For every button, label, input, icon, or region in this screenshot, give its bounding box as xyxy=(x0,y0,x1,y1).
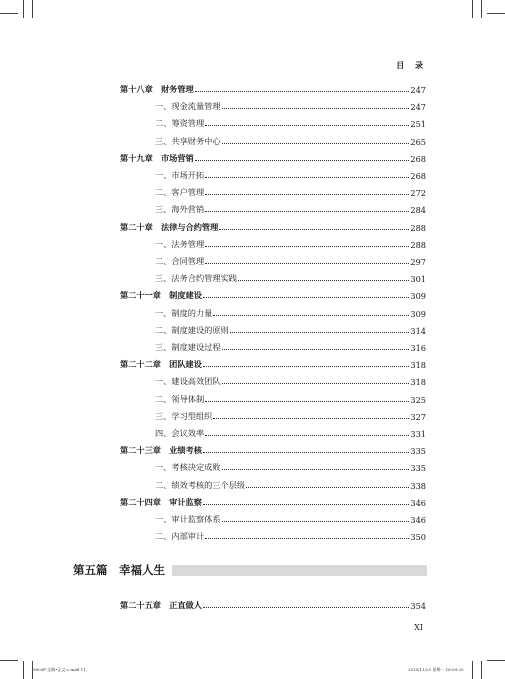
toc-chapter-entry[interactable] xyxy=(120,219,426,233)
toc-entry-page: 268 xyxy=(410,153,426,164)
print-slug-left: 9803F-文稿•正文-c.indd 11 xyxy=(33,667,86,672)
toc-section-entry[interactable] xyxy=(155,253,426,267)
toc-entry-label: 第二十四章 审计监察 xyxy=(120,496,202,507)
crop-mark-top-left-v xyxy=(23,0,24,18)
toc-entry-page: 284 xyxy=(410,205,426,216)
toc-chapter-entry[interactable] xyxy=(120,356,426,370)
toc-entry-label: 第二十二章 团队建设 xyxy=(120,359,202,370)
crop-mark-bottom-right-h xyxy=(487,660,505,661)
toc-entry-page: 316 xyxy=(410,343,426,353)
toc-entry-label: 一、法务管理 xyxy=(155,238,205,249)
toc-entry-page: 297 xyxy=(410,257,426,267)
page-number: XI xyxy=(414,623,423,632)
toc-entry-label: 第二十三章 业绩考核 xyxy=(120,445,202,456)
print-slug-right: 2019/11/25 星期一 16:09:25 xyxy=(408,667,464,672)
toc-dot-leader xyxy=(205,435,409,436)
toc-entry-label: 一、现金流量管理 xyxy=(155,101,221,112)
toc-chapter-entry[interactable] xyxy=(120,81,426,95)
toc-dot-leader xyxy=(213,315,409,316)
toc-dot-leader xyxy=(213,418,409,419)
toc-dot-leader xyxy=(205,246,409,247)
toc-section-entry[interactable] xyxy=(155,98,426,112)
toc-dot-leader xyxy=(205,194,409,195)
toc-section-entry[interactable] xyxy=(155,322,426,336)
toc-entry-page: 288 xyxy=(410,239,426,250)
toc-entry-label: 二、客户管理 xyxy=(155,187,205,198)
toc-dot-leader xyxy=(205,177,409,178)
toc-dot-leader xyxy=(230,332,410,333)
part-heading-bar xyxy=(172,565,427,576)
toc-entry-label: 三、法务合约管理实践 xyxy=(155,273,237,284)
toc-section-entry[interactable] xyxy=(155,115,426,129)
toc-dot-leader xyxy=(203,366,409,367)
toc-entry-page: 309 xyxy=(410,291,426,302)
toc-chapter-entry[interactable] xyxy=(120,287,426,301)
toc-entry-label: 三、共享财务中心 xyxy=(155,135,221,146)
toc-entry-label: 第二十五章 正直做人 xyxy=(120,600,202,610)
toc-dot-leader xyxy=(246,487,409,488)
toc-dot-leader xyxy=(205,211,409,212)
toc-entry-page: 251 xyxy=(410,119,426,130)
toc-dot-leader xyxy=(222,143,410,144)
toc-entry-page: 288 xyxy=(410,222,426,233)
toc-entry-page: 272 xyxy=(410,188,426,199)
toc-section-entry[interactable] xyxy=(155,373,426,387)
crop-mark-top-left-v2 xyxy=(32,0,33,18)
toc-section-entry[interactable] xyxy=(155,408,426,422)
toc-dot-leader xyxy=(222,521,410,522)
toc-chapter-entry[interactable] xyxy=(120,442,426,456)
toc-section-entry[interactable] xyxy=(155,459,426,473)
toc-dot-leader xyxy=(203,504,409,505)
toc-entry-page: 247 xyxy=(410,102,426,113)
toc-dot-leader xyxy=(222,349,410,350)
part-heading xyxy=(73,561,427,577)
toc-chapter-entry[interactable] xyxy=(120,494,426,508)
crop-mark-bottom-left-h xyxy=(0,660,18,661)
crop-mark-bottom-right-v2 xyxy=(481,661,482,679)
toc-entry-page: 335 xyxy=(410,446,426,457)
toc-chapter-entry[interactable] xyxy=(120,597,426,611)
toc-section-entry[interactable] xyxy=(155,133,426,147)
toc-section-entry[interactable] xyxy=(155,305,426,319)
toc-entry-page: 309 xyxy=(410,308,426,319)
toc-entry-label: 一、建设高效团队 xyxy=(155,376,221,387)
toc-entry-page: 354 xyxy=(410,601,426,611)
toc-dot-leader xyxy=(205,125,409,126)
crop-mark-bottom-right-v xyxy=(472,661,473,679)
toc-dot-leader xyxy=(205,538,409,539)
toc-entry-label: 一、审计监察体系 xyxy=(155,514,221,524)
toc-entry-page: 338 xyxy=(410,480,426,491)
toc-entry-label: 二、绩效考核的三个层级 xyxy=(155,479,246,490)
toc-dot-leader xyxy=(222,108,410,109)
toc-entry-label: 一、考核决定成败 xyxy=(155,462,221,473)
toc-section-entry[interactable] xyxy=(155,391,426,405)
toc-section-entry[interactable] xyxy=(155,184,426,198)
toc-section-entry[interactable] xyxy=(155,339,426,353)
toc-entry-page: 247 xyxy=(410,85,426,95)
toc-dot-leader xyxy=(203,607,409,608)
toc-entry-label: 二、领导体制 xyxy=(155,393,205,404)
toc-entry-label: 二、内部审计 xyxy=(155,531,205,542)
toc-entry-page: 346 xyxy=(410,497,426,508)
toc-entry-page: 331 xyxy=(410,429,426,439)
crop-mark-bottom-left-v xyxy=(23,661,24,679)
toc-dot-leader xyxy=(195,91,410,92)
toc-entry-label: 一、制度的力量 xyxy=(155,307,213,318)
toc-entry-page: 268 xyxy=(410,171,426,181)
toc-entry-label: 二、合同管理 xyxy=(155,256,205,266)
toc-dot-leader xyxy=(222,469,410,470)
toc-entry-page: 265 xyxy=(410,136,426,147)
toc-entry-label: 第二十章 法律与合约管理 xyxy=(120,221,219,232)
toc-entry-page: 314 xyxy=(410,325,426,336)
toc-dot-leader xyxy=(238,280,409,281)
toc-dot-leader xyxy=(195,160,410,161)
toc-section-entry[interactable] xyxy=(155,528,426,542)
toc-entry-page: 318 xyxy=(410,360,426,371)
toc-dot-leader xyxy=(222,383,410,384)
toc-entry-label: 一、市场开拓 xyxy=(155,170,205,180)
toc-section-entry[interactable] xyxy=(155,477,426,491)
toc-dot-leader xyxy=(203,297,409,298)
crop-mark-top-right-v2 xyxy=(481,0,482,18)
toc-dot-leader xyxy=(205,263,409,264)
toc-dot-leader xyxy=(205,401,409,402)
running-header-title: 目 录 xyxy=(396,60,427,70)
toc-entry-label: 三、海外营销 xyxy=(155,204,205,215)
toc-section-entry[interactable] xyxy=(155,167,426,181)
toc-section-entry[interactable] xyxy=(155,236,426,250)
toc-dot-leader xyxy=(203,452,409,453)
toc-section-entry[interactable] xyxy=(155,511,426,525)
toc-section-entry[interactable] xyxy=(155,425,426,439)
toc-entry-label: 第十八章 财务管理 xyxy=(120,84,194,94)
toc-entry-label: 三、学习型组织 xyxy=(155,410,213,421)
toc-entry-page: 335 xyxy=(410,463,426,474)
toc-entry-label: 第二十一章 制度建设 xyxy=(120,290,202,301)
crop-mark-top-right-h xyxy=(487,13,505,14)
toc-section-entry[interactable] xyxy=(155,201,426,215)
toc-entry-label: 二、筹资管理 xyxy=(155,118,205,129)
toc-entry-label: 二、制度建设的原则 xyxy=(155,324,229,335)
toc-dot-leader xyxy=(219,229,409,230)
toc-entry-label: 四、会议效率 xyxy=(155,428,205,438)
crop-mark-top-left-h xyxy=(0,13,18,14)
toc-entry-page: 350 xyxy=(410,532,426,543)
toc-chapter-entry[interactable] xyxy=(120,150,426,164)
toc-entry-page: 325 xyxy=(410,394,426,405)
part-title: 第五篇 幸福人生 xyxy=(73,563,165,577)
toc-entry-page: 301 xyxy=(410,274,426,285)
crop-mark-top-right-v xyxy=(472,0,473,18)
toc-entry-page: 346 xyxy=(410,515,426,525)
toc-entry-page: 327 xyxy=(410,411,426,422)
toc-entry-page: 318 xyxy=(410,377,426,388)
toc-entry-label: 三、制度建设过程 xyxy=(155,342,221,352)
toc-entry-label: 第十九章 市场营销 xyxy=(120,152,194,163)
toc-section-entry[interactable] xyxy=(155,270,426,284)
